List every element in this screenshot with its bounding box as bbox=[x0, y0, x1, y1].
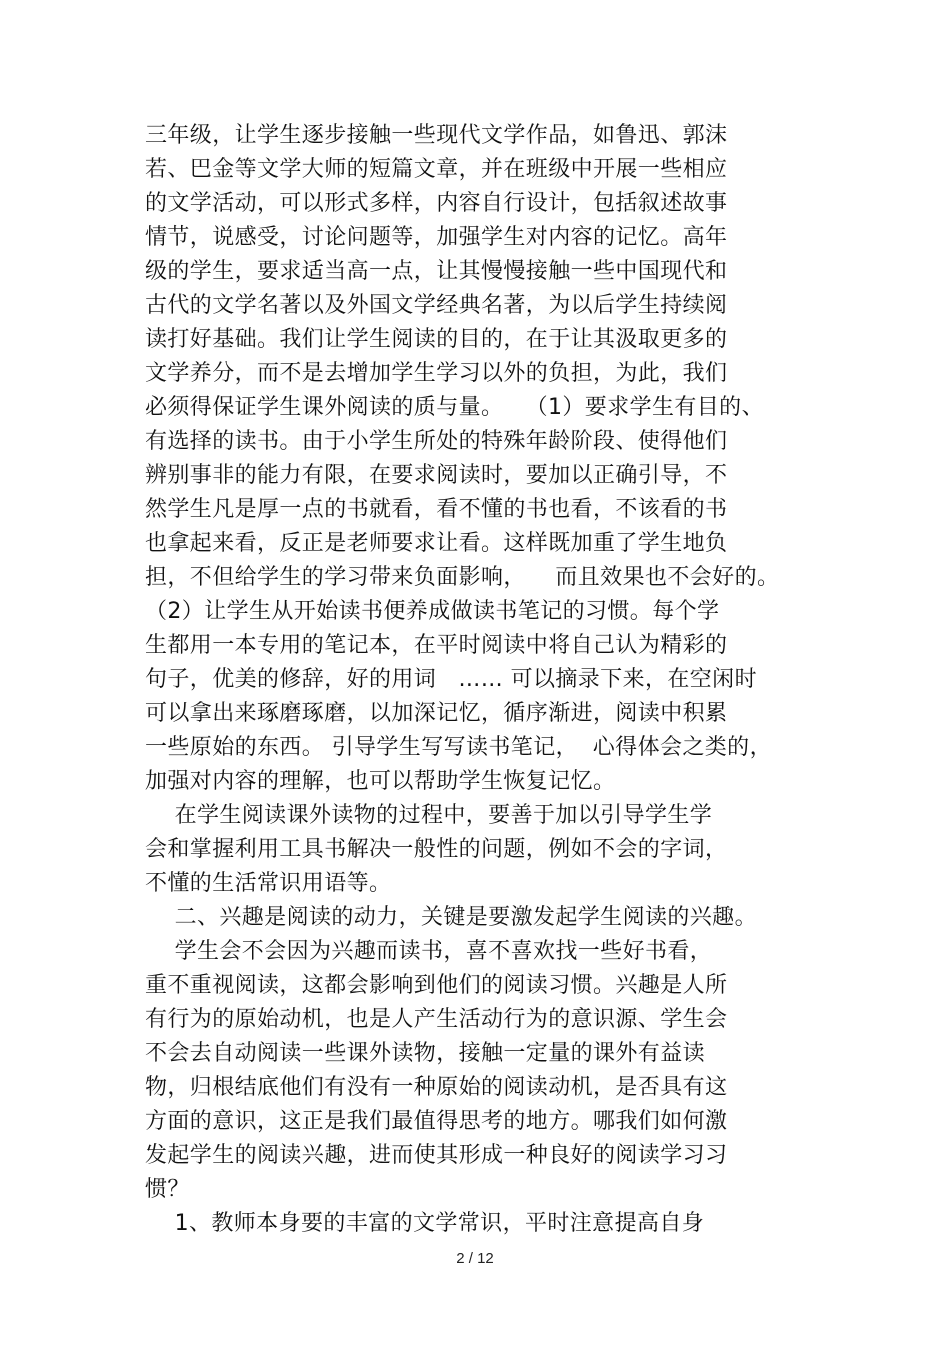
text-line: 加强对内容的理解，也可以帮助学生恢复记忆。 bbox=[145, 769, 616, 794]
text-line: 二、兴趣是阅读的动力，关键是要激发起学生阅读的兴趣。 bbox=[145, 905, 757, 930]
text-line: （2）让学生从开始读书便养成做读书笔记的习惯。每个学 bbox=[145, 599, 720, 624]
text-line: 的文学活动，可以形式多样，内容自行设计，包括叙述故事 bbox=[145, 191, 728, 216]
text-line: 必须得保证学生课外阅读的质与量。 （1）要求学生有目的、 bbox=[145, 395, 764, 420]
text-line: 句子，优美的修辞，好的用词 …… 可以摘录下来，在空闲时 bbox=[145, 667, 757, 692]
text-line: 1、教师本身要的丰富的文学常识，平时注意提高自身 bbox=[145, 1211, 705, 1236]
text-line: 有选择的读书。由于小学生所处的特殊年龄阶段、使得他们 bbox=[145, 429, 728, 454]
text-line: 辨别事非的能力有限，在要求阅读时，要加以正确引导，不 bbox=[145, 463, 728, 488]
text-line: 重不重视阅读，这都会影响到他们的阅读习惯。兴趣是人所 bbox=[145, 973, 728, 998]
text-line: 在学生阅读课外读物的过程中，要善于加以引导学生学 bbox=[145, 803, 713, 828]
text-line: 一些原始的东西。 引导学生写写读书笔记， 心得体会之类的， bbox=[145, 735, 772, 760]
text-line: 不会去自动阅读一些课外读物，接触一定量的课外有益读 bbox=[145, 1041, 706, 1066]
text-line: 情节，说感受，讨论问题等，加强学生对内容的记忆。高年 bbox=[145, 225, 728, 250]
text-line: 古代的文学名著以及外国文学经典名著，为以后学生持续阅 bbox=[145, 293, 728, 318]
text-line: 也拿起来看，反正是老师要求让看。这样既加重了学生地负 bbox=[145, 531, 728, 556]
text-line: 方面的意识，这正是我们最值得思考的地方。哪我们如何激 bbox=[145, 1109, 728, 1134]
text-line: 惯？ bbox=[145, 1177, 190, 1202]
text-line: 文学养分，而不是去增加学生学习以外的负担，为此，我们 bbox=[145, 361, 728, 386]
text-line: 有行为的原始动机，也是人产生活动行为的意识源、学生会 bbox=[145, 1007, 728, 1032]
page-number: 2 / 12 bbox=[456, 1250, 494, 1267]
text-line: 发起学生的阅读兴趣，进而使其形成一种良好的阅读学习习 bbox=[145, 1143, 728, 1168]
text-line: 三年级，让学生逐步接触一些现代文学作品，如鲁迅、郭沫 bbox=[145, 123, 728, 148]
text-line: 学生会不会因为兴趣而读书，喜不喜欢找一些好书看， bbox=[145, 939, 713, 964]
text-line: 不懂的生活常识用语等。 bbox=[145, 871, 392, 896]
text-line: 若、巴金等文学大师的短篇文章，并在班级中开展一些相应 bbox=[145, 157, 728, 182]
text-line: 级的学生，要求适当高一点，让其慢慢接触一些中国现代和 bbox=[145, 259, 728, 284]
text-line: 然学生凡是厚一点的书就看，看不懂的书也看，不该看的书 bbox=[145, 497, 728, 522]
text-line: 物，归根结底他们有没有一种原始的阅读动机，是否具有这 bbox=[145, 1075, 728, 1100]
text-line: 生都用一本专用的笔记本，在平时阅读中将自己认为精彩的 bbox=[145, 633, 728, 658]
text-line: 读打好基础。我们让学生阅读的目的，在于让其汲取更多的 bbox=[145, 327, 728, 352]
text-line: 可以拿出来琢磨琢磨，以加深记忆，循序渐进，阅读中积累 bbox=[145, 701, 728, 726]
text-line: 担，不但给学生的学习带来负面影响， 而且效果也不会好的。 bbox=[145, 565, 780, 590]
text-line: 会和掌握利用工具书解决一般性的问题，例如不会的字词， bbox=[145, 837, 728, 862]
